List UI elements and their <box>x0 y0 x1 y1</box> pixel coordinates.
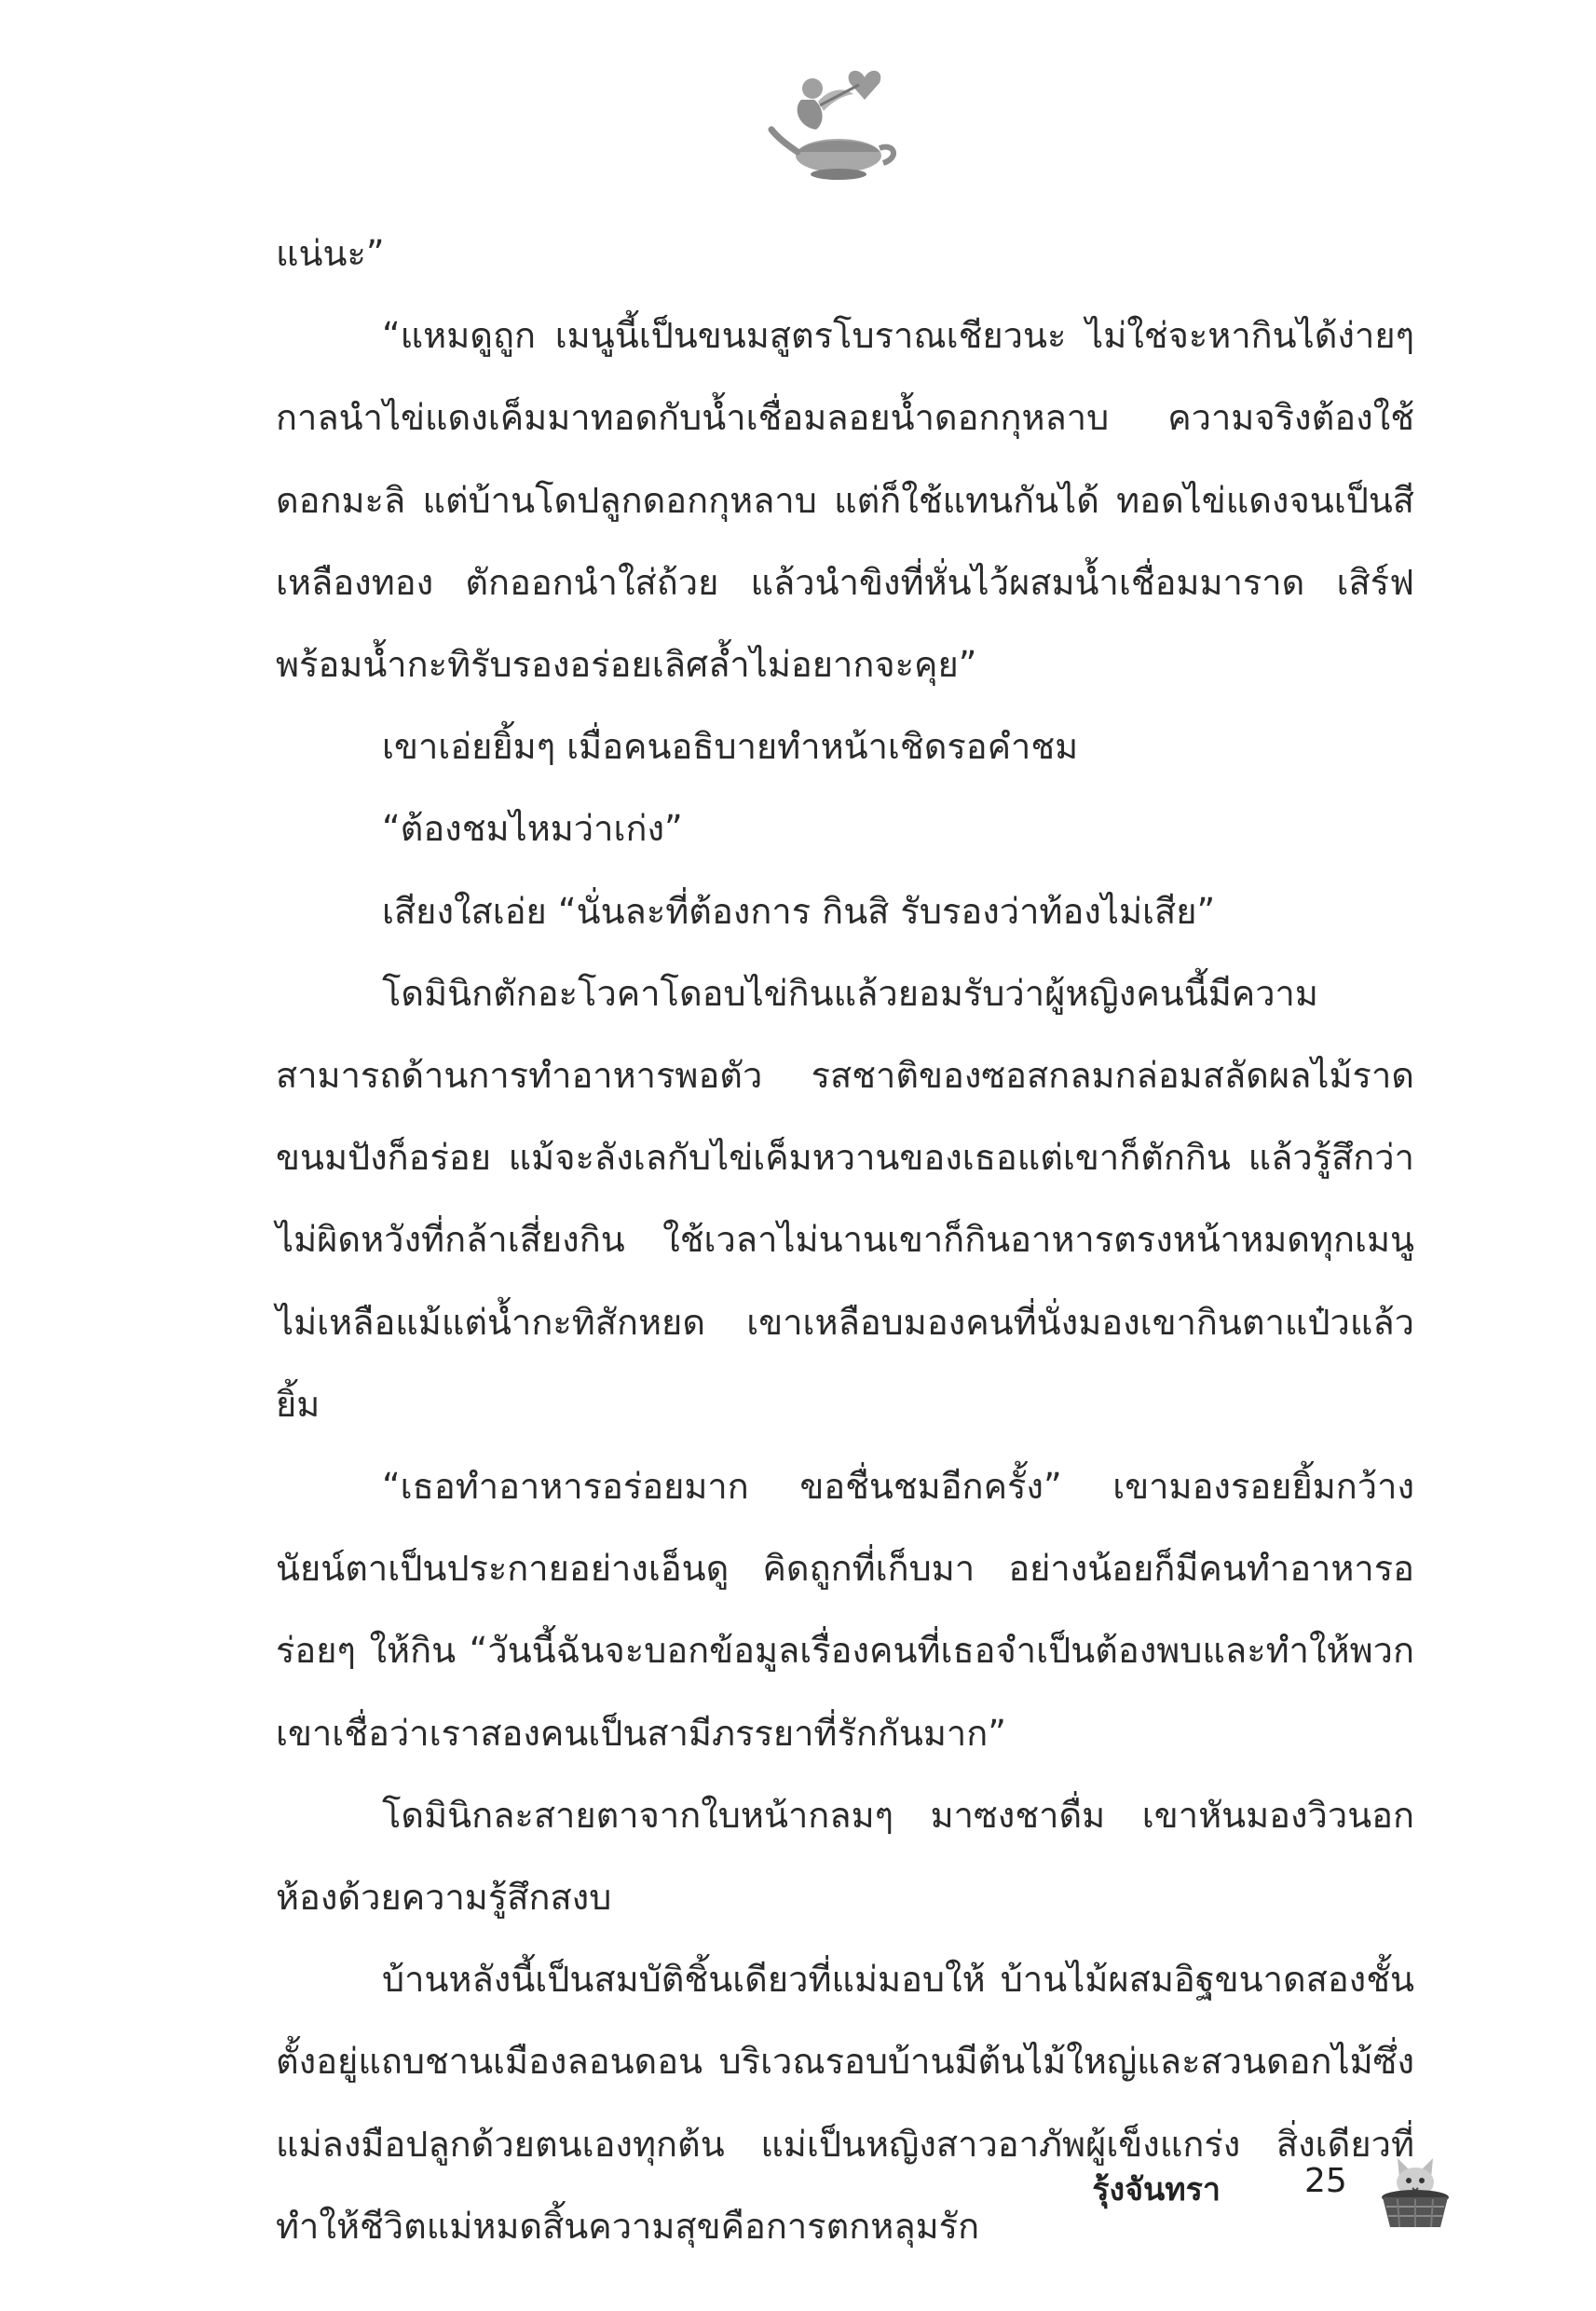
teapot-cupid-icon <box>764 51 904 191</box>
paragraph: เสียงใสเอ่ย “นั่นละที่ต้องการ กินสิ รับรองว่าท้องไม่เสีย” <box>382 890 1216 932</box>
body-text <box>276 212 1414 2267</box>
cat-in-basket-icon <box>1377 2141 1453 2235</box>
paragraph: แน่นะ” <box>276 233 385 274</box>
paragraph: โดมินิกละสายตาจากใบหน้ากลมๆ มาซงชาดื่ม เขาหันมองวิวนอกห้องด้วยความรู้สึกสงบ <box>276 1794 1414 1919</box>
page-number: 25 <box>1304 2162 1347 2200</box>
book-title: รุ้งจันทรา <box>1092 2171 1221 2208</box>
paragraph: เขาเอ่ยยิ้มๆ เมื่อคนอธิบายทำหน้าเชิดรอคำชม <box>382 726 1079 768</box>
paragraph: “แหมดูถูก เมนูนี้เป็นขนมสูตรโบราณเชียวนะ ไม่ใช่จะหากินได้ง่ายๆ กาลนำไข่แดงเค็มมาทอดกับน้ำเชื่อมลอยน้ำดอกกุหลาบ ความจริงต้องใช้ดอกมะลิ แต่บ้านโดปลูกดอกกุหลาบ แต่ก็ใช้แทนกันได้ ทอดไข่แดงจนเป็นสีเหลืองทอง ตักออกนำใส่ถ้วย แล้วนำขิงที่หั่นไว้ผสมน้ำเชื่อมมาราด เสิร์ฟพร้อมน้ำกะทิรับรองอร่อยเลิศล้ำไม่อยากจะคุย” <box>276 315 1414 686</box>
paragraph: บ้านหลังนี้เป็นสมบัติชิ้นเดียวที่แม่มอบให้ บ้านไม้ผสมอิฐขนาดสองชั้นตั้งอยู่แถบชานเมืองลอนดอน บริเวณรอบบ้านมีต้นไม้ใหญ่และสวนดอกไม้ซึ่งแม่ลงมือปลูกด้วยตนเองทุกต้น แม่เป็นหญิงสาวอาภัพผู้เข็งแกร่ง สิ่งเดียวที่ทำให้ชีวิตแม่หมดสิ้นความสุขคือการตกหลุมรัก <box>276 1959 1414 2247</box>
paragraph: “ต้องชมไหมว่าเก่ง” <box>382 808 683 850</box>
paragraph: “เธอทำอาหารอร่อยมาก ขอชื่นชมอีกครั้ง” เขามองรอยยิ้มกว้างนัยน์ตาเป็นประกายอย่างเอ็นดู คิดถูกที่เก็บมา อย่างน้อยก็มีคนทำอาหารอร่อยๆ ให้กิน “วันนี้ฉันจะบอกข้อมูลเรื่องคนที่เธอจำเป็นต้องพบและทำให้พวกเขาเชื่อว่าเราสองคนเป็นสามีภรรยาที่รักกันมาก” <box>276 1466 1414 1754</box>
paragraph: โดมินิกตักอะโวคาโดอบไข่กินแล้วยอมรับว่าผู้หญิงคนนี้มีความสามารถด้านการทำอาหารพอตัว รสชาติของซอสกลมกล่อมสลัดผลไม้ราดขนมปังก็อร่อย แม้จะลังเลกับไข่เค็มหวานของเธอแต่เขาก็ตักกิน แล้วรู้สึกว่าไม่ผิดหวังที่กล้าเสี่ยงกิน ใช้เวลาไม่นานเขาก็กินอาหารตรงหน้าหมดทุกเมนู ไม่เหลือแม้แต่น้ำกะทิสักหยด เขาเหลือบมองคนที่นั่งมองเขากินตาแป๋วแล้วยิ้ม <box>276 972 1414 1425</box>
page-footer <box>1025 2141 1453 2244</box>
